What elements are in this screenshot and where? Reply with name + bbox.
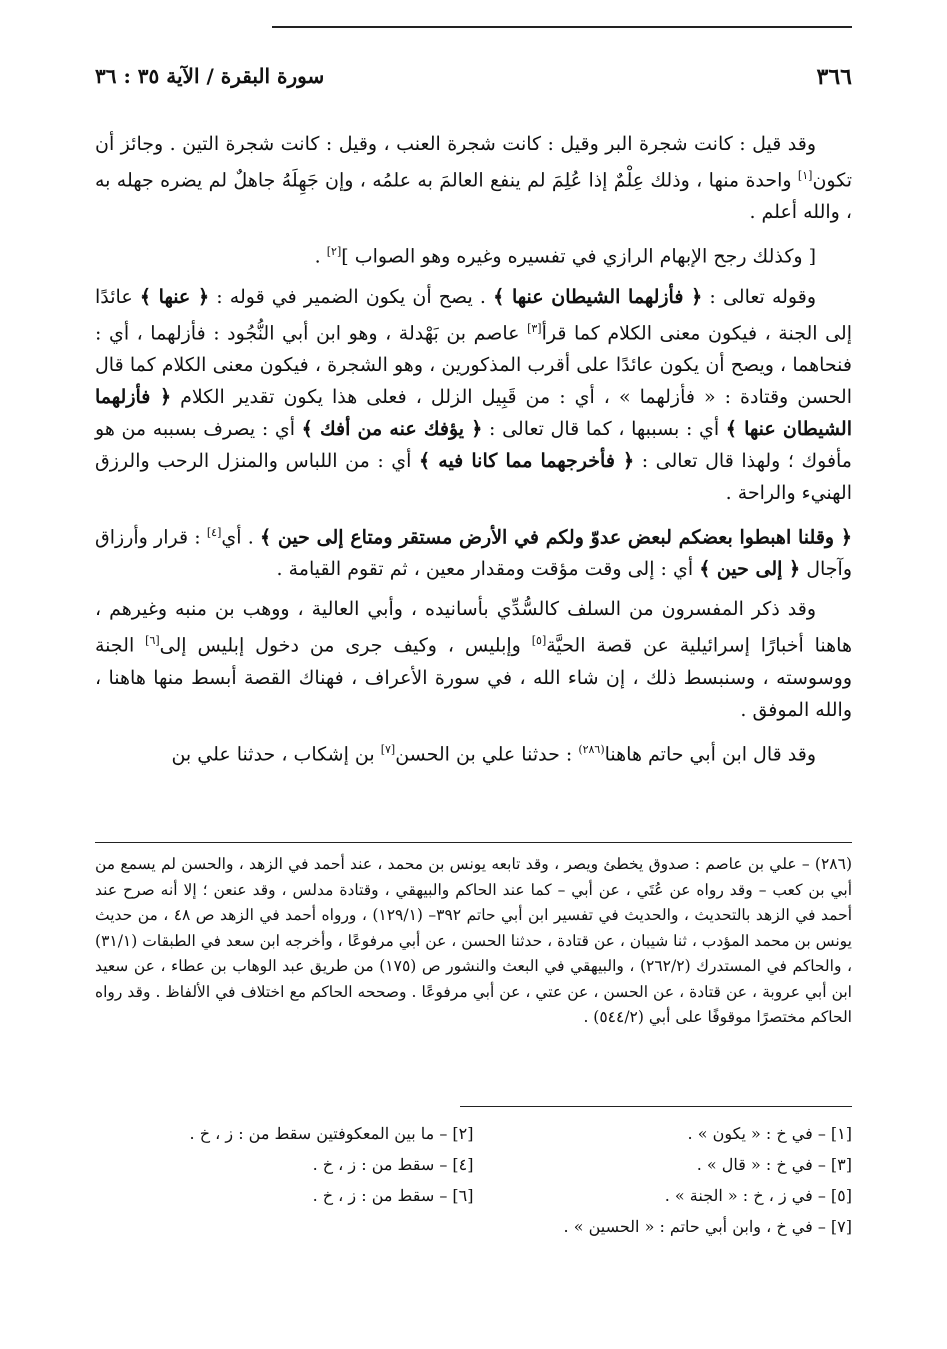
main-text: [95, 128, 852, 778]
paragraph-6: وقد قال ابن أبي حاتم هاهنا$^{(٢٨٦)}$ : حدثنا علي بن الحسن[٧] بن إشكاب ، حدثنا علي بن: [171, 742, 816, 765]
footnote-row: [95, 1149, 852, 1180]
footnote-item: [١] – في خ : « يكون » .: [687, 1124, 852, 1143]
footnote-item: [٥] – في ز ، خ : « الجنة » .: [664, 1186, 852, 1205]
footnote-ref: [٣]: [527, 321, 542, 335]
footnote-ref: [٦]: [145, 634, 160, 648]
footnote-item: [٤] – سقط من : ز ، خ .: [312, 1155, 474, 1174]
paragraph-2: [ وكذلك رجح الإبهام الرازي في تفسيره وغيره وهو الصواب ][٢] .: [314, 245, 816, 268]
surah-title: سورة البقرة / الآية ٣٥ : ٣٦: [95, 64, 325, 88]
paragraph-3: وقوله تعالى : ﴿ فأزلهما الشيطان عنها ﴾ . يصح أن يكون الضمير في قوله : ﴿ عنها ﴾ عائدًا إلى الجنة ، فيكون معنى الكلام كما قرأ[٣] عاصم بن بَهْدلة ، وهو ابن أبي النُّجُود : فأزلهما ، أي : فنحاهما ، ويصح أن يكون عائدًا على أقرب المذكورين ، وهو الشجرة ، فيكون معنى الكلام كما قال الحسن وقتادة : « فأزلهما » ، أي : من قَبِيل الزلل ، فعلى هذا يكون تقدير الكلام ﴿ فأزلهما الشيطان عنها ﴾ أي : بسببها ، كما قال تعالى : ﴿ يؤفك عنه من أفك ﴾ أي : يصرف بسببه من هو مأفوك ؛ ولهذا قال تعالى : ﴿ فأخرجهما مما كانا فيه ﴾ أي : من اللباس والمنزل الرحب والرزق الهنيء والراحة .: [95, 285, 853, 504]
quran-quote: ﴿ عنها ﴾: [139, 285, 210, 308]
footnote-item: [٦] – سقط من : ز ، خ .: [312, 1186, 474, 1205]
footnote-row: [95, 1211, 852, 1242]
commentary-ref: (٢٨٦): [578, 742, 605, 756]
footnote-item: [٢] – ما بين المعكوفتين سقط من : ز ، خ .: [189, 1124, 474, 1143]
commentary-note: (٢٨٦) – علي بن عاصم : صدوق يخطئ ويصر ، وقد تابعه يونس بن محمد ، عند أحمد في الزهد ، والحسن لم يسمع من أبي بن كعب – وقد رواه عن عُتَي ، عن أبي – كما عند الحاكم والبيهقي ، وقتادة مدلس ، وقد عنعن ؛ إلا أنه صرح عند أحمد في الزهد بالتحديث ، والحديث في تفسير ابن أبي حاتم ٣٩٢– (١٢٩/١) ، ورواه أحمد في الزهد ص ٤٨ ، من حديث يونس بن محمد المؤدب ، ثنا شيبان ، عن قتادة ، حدثنا الحسن ، عن أبي مرفوعًا ، وأخرجه ابن سعد في الطبقات (٣١/١) ، والحاكم في المستدرك (٢٦٢/٢) ، والبيهقي في البعث والنشور ص (١٧٥) من طريق عبد الوهاب بن عطاء ، عن سعيد ابن أبي عروبة ، عن قتادة ، عن الحسن ، عن عتي ، عن أبي مرفوعًا . وصححه الحاكم مع اختلاف في الألفاظ . وقد رواه الحاكم مختصرًا موقوفًا على أبي (٥٤٤/٢) .: [95, 855, 852, 1026]
quran-quote: ﴿ فأخرجهما مما كانا فيه ﴾: [419, 449, 635, 472]
footnote-ref: [١]: [797, 169, 813, 182]
footnote-item: [٣] – في خ : « قال » .: [696, 1155, 852, 1174]
page-number: ٣٦٦: [816, 64, 852, 90]
footnote-item: [95, 1211, 474, 1242]
quran-quote: ﴿ يؤفك عنه من أفك ﴾: [301, 417, 483, 440]
footnote-ref: [٥]: [531, 634, 547, 648]
header-rule: [272, 26, 852, 28]
quran-quote: ﴿ وقلنا اهبطوا بعضكم لبعض عدوّ ولكم في الأرض مستقر ومتاع إلى حين ﴾: [260, 526, 852, 549]
commentary-divider: [95, 842, 852, 843]
footnote-row: [95, 1180, 852, 1211]
footnote-row: [95, 1118, 852, 1149]
paragraph-1: وقد قيل : كانت شجرة البر وقيل : كانت شجرة العنب ، وقيل : كانت شجرة التين . وجائز أن تكون[١] واحدة منها ، وذلك عِلْمٌ إذا عُلِمَ لم ينفع العالمَ به علمُه ، وإن جَهِلَهُ جاهلٌ لم يضره جهله به ، والله أعلم .: [95, 133, 852, 224]
notes-divider: [460, 1106, 852, 1107]
footnote-ref: [٢]: [326, 245, 342, 259]
page-header: [95, 60, 852, 100]
footnote-ref: [٧]: [380, 742, 396, 756]
quran-quote: ﴿ إلى حين ﴾: [699, 558, 801, 581]
quran-quote: ﴿ فأزلهما الشيطان عنها ﴾: [493, 285, 703, 308]
footnote-ref: [٤]: [206, 525, 222, 539]
paragraph-4: ﴿ وقلنا اهبطوا بعضكم لبعض عدوّ ولكم في الأرض مستقر ومتاع إلى حين ﴾ . أي[٤] : قرار وأرزاق وآجال ﴿ إلى حين ﴾ أي : إلى وقت مؤقت ومقدار معين ، ثم تقوم القيامة .: [95, 525, 852, 581]
quran-quote: ﴿ فأزلهما الشيطان عنها ﴾: [95, 385, 853, 440]
paragraph-5: وقد ذكر المفسرون من السلف كالسُّدِّي بأسانيده ، وأبي العالية ، ووهب بن منبه وغيرهم ، هاهنا أخبارًا إسرائيلية عن قصة الحيَّة[٥] وإبليس ، وكيف جرى من دخول إبليس إلى[٦] الجنة ووسوسته ، وسنبسط ذلك ، إن شاء الله ، في سورة الأعراف ، فهناك القصة أبسط منها هاهنا ، والله الموفق .: [95, 598, 852, 721]
footnotes: [95, 1118, 852, 1242]
footnote-item: [٧] – في خ ، وابن أبي حاتم : « الحسين » .: [563, 1217, 852, 1236]
